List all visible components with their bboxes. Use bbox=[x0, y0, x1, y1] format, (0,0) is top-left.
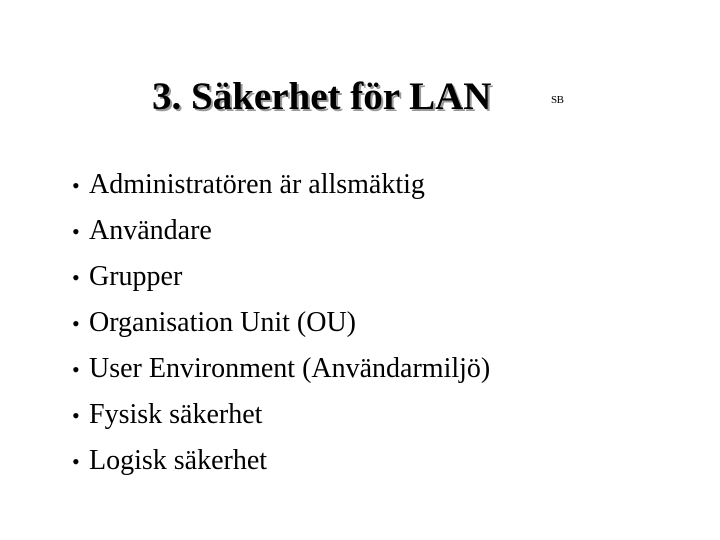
bullet-icon: • bbox=[72, 265, 80, 290]
bullet-item bbox=[72, 346, 490, 392]
bullet-item bbox=[72, 392, 490, 438]
author-mark: SB bbox=[551, 94, 564, 106]
bullet-icon: • bbox=[72, 311, 80, 336]
bullet-icon: • bbox=[72, 449, 80, 474]
bullet-item bbox=[72, 162, 490, 208]
bullet-icon: • bbox=[72, 219, 80, 244]
slide-title: 3. Säkerhet för LAN bbox=[152, 75, 492, 118]
bullet-list bbox=[72, 162, 490, 484]
bullet-item bbox=[72, 438, 490, 484]
bullet-icon: • bbox=[72, 173, 80, 198]
bullet-text: User Environment (Användarmiljö) bbox=[89, 353, 491, 384]
bullet-text: Logisk säkerhet bbox=[89, 445, 268, 476]
bullet-text: Grupper bbox=[89, 261, 183, 292]
bullet-text: Organisation Unit (OU) bbox=[89, 307, 356, 338]
bullet-icon: • bbox=[72, 357, 80, 382]
bullet-text: Administratören är allsmäktig bbox=[89, 169, 425, 200]
bullet-text: Användare bbox=[89, 215, 212, 246]
title-row bbox=[0, 74, 720, 124]
bullet-text: Fysisk säkerhet bbox=[89, 399, 263, 430]
bullet-item bbox=[72, 300, 490, 346]
bullet-item bbox=[72, 208, 490, 254]
bullet-item bbox=[72, 254, 490, 300]
bullet-icon: • bbox=[72, 403, 80, 428]
